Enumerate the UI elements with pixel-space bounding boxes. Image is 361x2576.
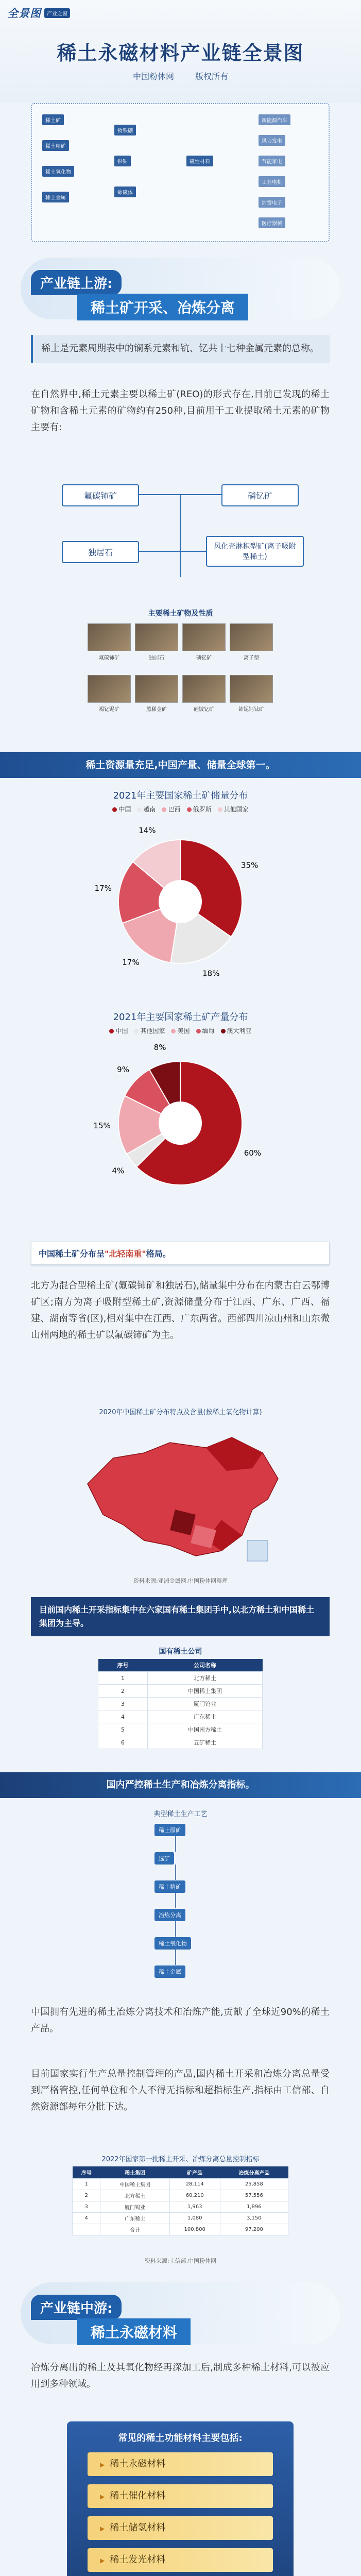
map-title: 2020年中国稀土矿分布特点及含量(按稀土氧化物计算) — [99, 1409, 262, 1416]
flow-arrow — [175, 1950, 176, 1965]
mineral-photo — [230, 623, 273, 651]
table-cell: 1,080 — [169, 2213, 220, 2224]
rare-earth-definition: 稀土是元素周期表中的镧系元素和钪、钇共十七种金属元素的总称。 — [31, 335, 330, 363]
industry-chain-diagram — [31, 103, 330, 242]
table-row — [98, 1698, 263, 1710]
table-row — [73, 2213, 288, 2224]
quota-header: 矿产品 — [169, 2166, 220, 2179]
table-cell: 1 — [98, 1672, 148, 1685]
pie-data-label: 9% — [117, 1065, 129, 1075]
mineral-types — [51, 474, 309, 598]
pie-hole — [159, 1101, 202, 1145]
table-cell: 北方稀土 — [100, 2190, 169, 2201]
legend-item — [187, 805, 212, 814]
table-cell: 97,200 — [220, 2224, 288, 2235]
flow-node: 稀土氧化物 — [154, 1937, 191, 1950]
table-row — [98, 1710, 263, 1723]
chain-node: 铈磁体 — [114, 187, 136, 197]
table-cell: 2 — [98, 1685, 148, 1698]
mineral-photo — [182, 675, 226, 703]
pie-data-label: 60% — [244, 1148, 262, 1158]
table-cell: 合计 — [100, 2224, 169, 2235]
table-cell: 57,556 — [220, 2190, 288, 2201]
flow-node: 稀土金属 — [154, 1965, 185, 1978]
production-chart-legend — [0, 1026, 361, 1035]
table-cell: 1,963 — [169, 2201, 220, 2213]
legend-label: 俄罗斯 — [193, 806, 212, 813]
table-cell: 4 — [98, 1710, 148, 1723]
legend-label: 澳大利亚 — [227, 1027, 252, 1035]
table-cell: 5 — [98, 1723, 148, 1736]
mineral-photo — [182, 623, 226, 651]
flow-arrow — [175, 1865, 176, 1880]
pie-data-label: 14% — [139, 826, 156, 836]
legend-item — [171, 1026, 190, 1035]
table-cell: 3 — [98, 1698, 148, 1710]
header — [0, 0, 361, 103]
chain-node: 稀土氧化物 — [42, 166, 74, 177]
legend-swatch — [171, 1029, 176, 1033]
legend-swatch — [109, 1029, 114, 1033]
company-table — [98, 1659, 263, 1749]
legend-label: 其他国家 — [224, 806, 249, 813]
table-row — [73, 2224, 288, 2235]
distribution-callout-emph: "北轻南重" — [105, 1249, 146, 1259]
pie-data-label: 15% — [93, 1121, 111, 1130]
mineral-photo-label: 硅铍钇矿 — [194, 707, 214, 713]
table-row — [98, 1736, 263, 1749]
quota-table — [72, 2166, 288, 2235]
chain-node: 稀土金属 — [42, 192, 69, 202]
mineral-bastnaesite: 氟碳铈矿 — [62, 484, 139, 506]
chain-node: 钐钴 — [114, 156, 131, 166]
pie-hole — [159, 880, 202, 923]
table-cell: 中国稀土集团 — [100, 2179, 169, 2190]
mineral-xenotime: 磷钇矿 — [221, 484, 299, 506]
legend-swatch — [162, 807, 166, 812]
chain-node: 新能源汽车 — [259, 114, 290, 125]
legend-swatch — [112, 807, 117, 812]
midstream-name: 稀土永磁材料 — [77, 2318, 191, 2345]
table-cell — [73, 2224, 100, 2235]
legend-label: 其他国家 — [140, 1027, 165, 1035]
table-row — [73, 2190, 288, 2201]
mineral-photo-label: 磷钇矿 — [196, 655, 212, 661]
source-name: 中国粉体网 — [132, 72, 174, 81]
chain-node: 钕铁硼 — [114, 125, 136, 135]
mineral-photo-label: 铈铌钙钛矿 — [238, 707, 264, 713]
legend-swatch — [218, 807, 222, 812]
quota-paragraph: 目前国家实行生产总量控制管理的产品,国内稀土开采和冶炼分离总量受到严格管控,任何单位和个人不得无指标和超指标生产,指标由工信部、自然资源部每年分批下达。 — [31, 2069, 330, 2112]
legend-label: 中国 — [115, 1027, 128, 1035]
upstream-tag: 产业链上游: — [31, 270, 122, 295]
table-row — [98, 1672, 263, 1685]
flow-node: 选矿 — [154, 1852, 174, 1865]
table-cell: 1 — [73, 2179, 100, 2190]
materials-list — [88, 2452, 273, 2576]
reserve-banner: 稀土资源量充足,中国产量、储量全球第一。 — [0, 752, 361, 778]
legend-label: 美国 — [177, 1027, 190, 1035]
distribution-callout — [31, 1242, 330, 1265]
flow-arrow — [175, 1921, 176, 1937]
legend-item — [112, 805, 131, 814]
reserve-pie-chart — [0, 819, 361, 984]
table-row — [98, 1723, 263, 1736]
smelt-paragraph: 中国拥有先进的稀土冶炼分离技术和冶炼产能,贡献了全球近90%的稀土产品。 — [31, 2007, 330, 2034]
material-item: ▶ 稀土永磁材料 — [88, 2452, 273, 2476]
legend-label: 缅甸 — [202, 1027, 215, 1035]
table-cell: 中国稀土集团 — [147, 1685, 262, 1698]
mineral-photo — [88, 623, 131, 651]
legend-swatch — [196, 1029, 201, 1033]
mineral-photo — [230, 675, 273, 703]
table-cell: 厦门钨业 — [147, 1698, 262, 1710]
legend-swatch — [221, 1029, 226, 1033]
pie-data-label: 18% — [202, 969, 220, 978]
pie-data-label: 4% — [112, 1166, 125, 1176]
table-cell: 1,896 — [220, 2201, 288, 2213]
table-cell: 60,210 — [169, 2190, 220, 2201]
mineral-photo-label: 褐钇铌矿 — [99, 707, 119, 713]
table-cell: 广东稀土 — [100, 2213, 169, 2224]
legend-item — [218, 805, 249, 814]
upstream-banner — [0, 252, 361, 325]
flow-node: 稀土精矿 — [154, 1880, 185, 1893]
mineral-photo-label: 黑稀金矿 — [146, 707, 167, 713]
midstream-paragraph: 冶炼分离出的稀土及其氧化物经再深加工后,制成多种稀土材料,可以被应用到多种领域。 — [31, 2362, 330, 2389]
legend-label: 巴西 — [168, 806, 181, 813]
flow-node: 稀土原矿 — [154, 1824, 185, 1836]
quota-source: 资料来源:工信部,中国粉体网 — [144, 2258, 217, 2264]
legend-item — [137, 805, 156, 814]
logo-mark: 全景图 — [7, 8, 41, 20]
minerals-caption: 主要稀土矿物及性质 — [148, 609, 213, 618]
upstream-intro-paragraph: 在自然界中,稀土元素主要以稀土矿(REO)的形式存在,目前已发现的稀土矿物和含稀土元素的矿物约有250种,目前用于工业提取稀土元素的矿物主要有: — [31, 389, 330, 433]
pie-data-label: 17% — [122, 957, 140, 967]
production-pie-chart — [0, 1041, 361, 1206]
table-cell: 28,114 — [169, 2179, 220, 2190]
material-item: ▶ 稀土储氢材料 — [88, 2516, 273, 2540]
group-banner: 目前国内稀土开采指标集中在六家国有稀土集团手中,以北方稀土和中国稀土集团为主导。 — [31, 1597, 330, 1636]
legend-swatch — [187, 807, 192, 812]
chain-node: 风力发电 — [259, 135, 285, 146]
mineral-photo — [88, 675, 131, 703]
legend-item — [134, 1026, 165, 1035]
flow-node: 冶炼分离 — [154, 1909, 185, 1921]
pie-data-label: 17% — [94, 884, 112, 893]
legend-item — [196, 1026, 215, 1035]
pie-data-label: 8% — [153, 1043, 166, 1053]
logo — [7, 5, 78, 21]
legend-label: 越南 — [143, 806, 156, 813]
distribution-paragraph: 北方为混合型稀土矿(氟碳铈矿和独居石),储量集中分布在内蒙古白云鄂博矿区;南方为离子吸附型稀土矿,资源储量分布于江西、广东、广西、福建、湖南等省(区),相对集中在江西、广东两省。西部四川凉山州和山东微山州两地的稀土矿以氟碳铈矿为主。 — [31, 1280, 330, 1341]
page-title: 稀土永磁材料产业链全景图 — [57, 42, 304, 64]
legend-swatch — [134, 1029, 139, 1033]
table-cell: 3,150 — [220, 2213, 288, 2224]
mineral-photo-label: 氟碳铈矿 — [99, 655, 119, 661]
table-row — [73, 2179, 288, 2190]
legend-item — [109, 1026, 128, 1035]
china-rare-earth-map — [57, 1422, 304, 1571]
mineral-photo-grid — [88, 623, 273, 737]
chain-node: 消费电子 — [259, 197, 285, 208]
quota-header: 序号 — [73, 2166, 100, 2179]
reserve-chart-title: 2021年主要国家稀土矿储量分布 — [113, 790, 248, 801]
chain-node: 工业电机 — [259, 176, 285, 187]
mineral-photo — [135, 623, 178, 651]
map-source: 资料来源:亚洲金属网,中国粉体网整理 — [133, 1578, 228, 1584]
legend-item — [162, 805, 180, 814]
table-cell: 4 — [73, 2213, 100, 2224]
distribution-callout-suffix: 格局。 — [146, 1249, 171, 1259]
table-cell: 25,858 — [220, 2179, 288, 2190]
upstream-name: 稀土矿开采、冶炼分离 — [77, 294, 248, 320]
mineral-monazite: 独居石 — [62, 541, 139, 563]
table-cell: 2 — [73, 2190, 100, 2201]
material-item: ▶ 稀土催化材料 — [88, 2484, 273, 2508]
mineral-photo — [135, 675, 178, 703]
legend-swatch — [137, 807, 142, 812]
mineral-ion-adsorption: 风化壳淋积型矿(离子吸附型稀土) — [206, 536, 304, 567]
chain-node: 稀土精矿 — [42, 140, 69, 151]
reserve-chart-legend — [0, 805, 361, 814]
legend-item — [221, 1026, 252, 1035]
legend-label: 中国 — [118, 806, 131, 813]
midstream-banner — [0, 2277, 361, 2349]
flow-title: 典型稀土生产工艺 — [153, 1810, 208, 1818]
midstream-tag: 产业链中游: — [31, 2295, 122, 2320]
materials-box-title: 常见的稀土功能材料主要包括: — [118, 2433, 243, 2444]
table-cell: 五矿稀土 — [147, 1736, 262, 1749]
flow-arrow — [175, 1893, 176, 1908]
chain-node: 医疗器械 — [259, 217, 285, 228]
table-cell: 北方稀土 — [147, 1672, 262, 1685]
table-cell: 广东稀土 — [147, 1710, 262, 1723]
quota-header: 冶炼分离产品 — [220, 2166, 288, 2179]
chain-node: 磁性材料 — [186, 156, 213, 166]
company-table-title: 国有稀土公司 — [159, 1648, 202, 1656]
quota-table-title: 2022年国家第一批稀土开采、冶炼分离总量控制指标 — [101, 2156, 260, 2163]
table-cell: 100,800 — [169, 2224, 220, 2235]
chain-node: 稀土矿 — [42, 114, 64, 125]
production-flow — [82, 1824, 278, 1994]
company-table-header: 公司名称 — [147, 1659, 262, 1672]
table-row — [73, 2201, 288, 2213]
production-chart-title: 2021年主要国家稀土矿产量分布 — [113, 1012, 248, 1023]
mineral-photo-label: 离子型 — [244, 655, 259, 661]
subtitle — [0, 70, 361, 82]
quota-header: 稀土集团 — [100, 2166, 169, 2179]
smelt-callout: 国内严控稀土生产和冶炼分离指标。 — [0, 1772, 361, 1798]
table-cell: 3 — [73, 2201, 100, 2213]
company-table-header: 序号 — [98, 1659, 148, 1672]
table-cell: 中国南方稀土 — [147, 1723, 262, 1736]
distribution-callout-prefix: 中国稀土矿分布呈 — [39, 1249, 105, 1259]
pie-data-label: 35% — [241, 860, 259, 870]
logo-sub: 产业之窗 — [44, 8, 70, 18]
table-cell: 厦门钨业 — [100, 2201, 169, 2213]
material-item: ▶ 稀土发光材料 — [88, 2548, 273, 2572]
flow-arrow — [175, 1836, 176, 1852]
rights-text: 版权所有 — [195, 72, 229, 81]
table-cell: 6 — [98, 1736, 148, 1749]
mineral-photo-label: 独居石 — [149, 655, 164, 661]
chain-node: 节能家电 — [259, 156, 285, 166]
table-row — [98, 1685, 263, 1698]
